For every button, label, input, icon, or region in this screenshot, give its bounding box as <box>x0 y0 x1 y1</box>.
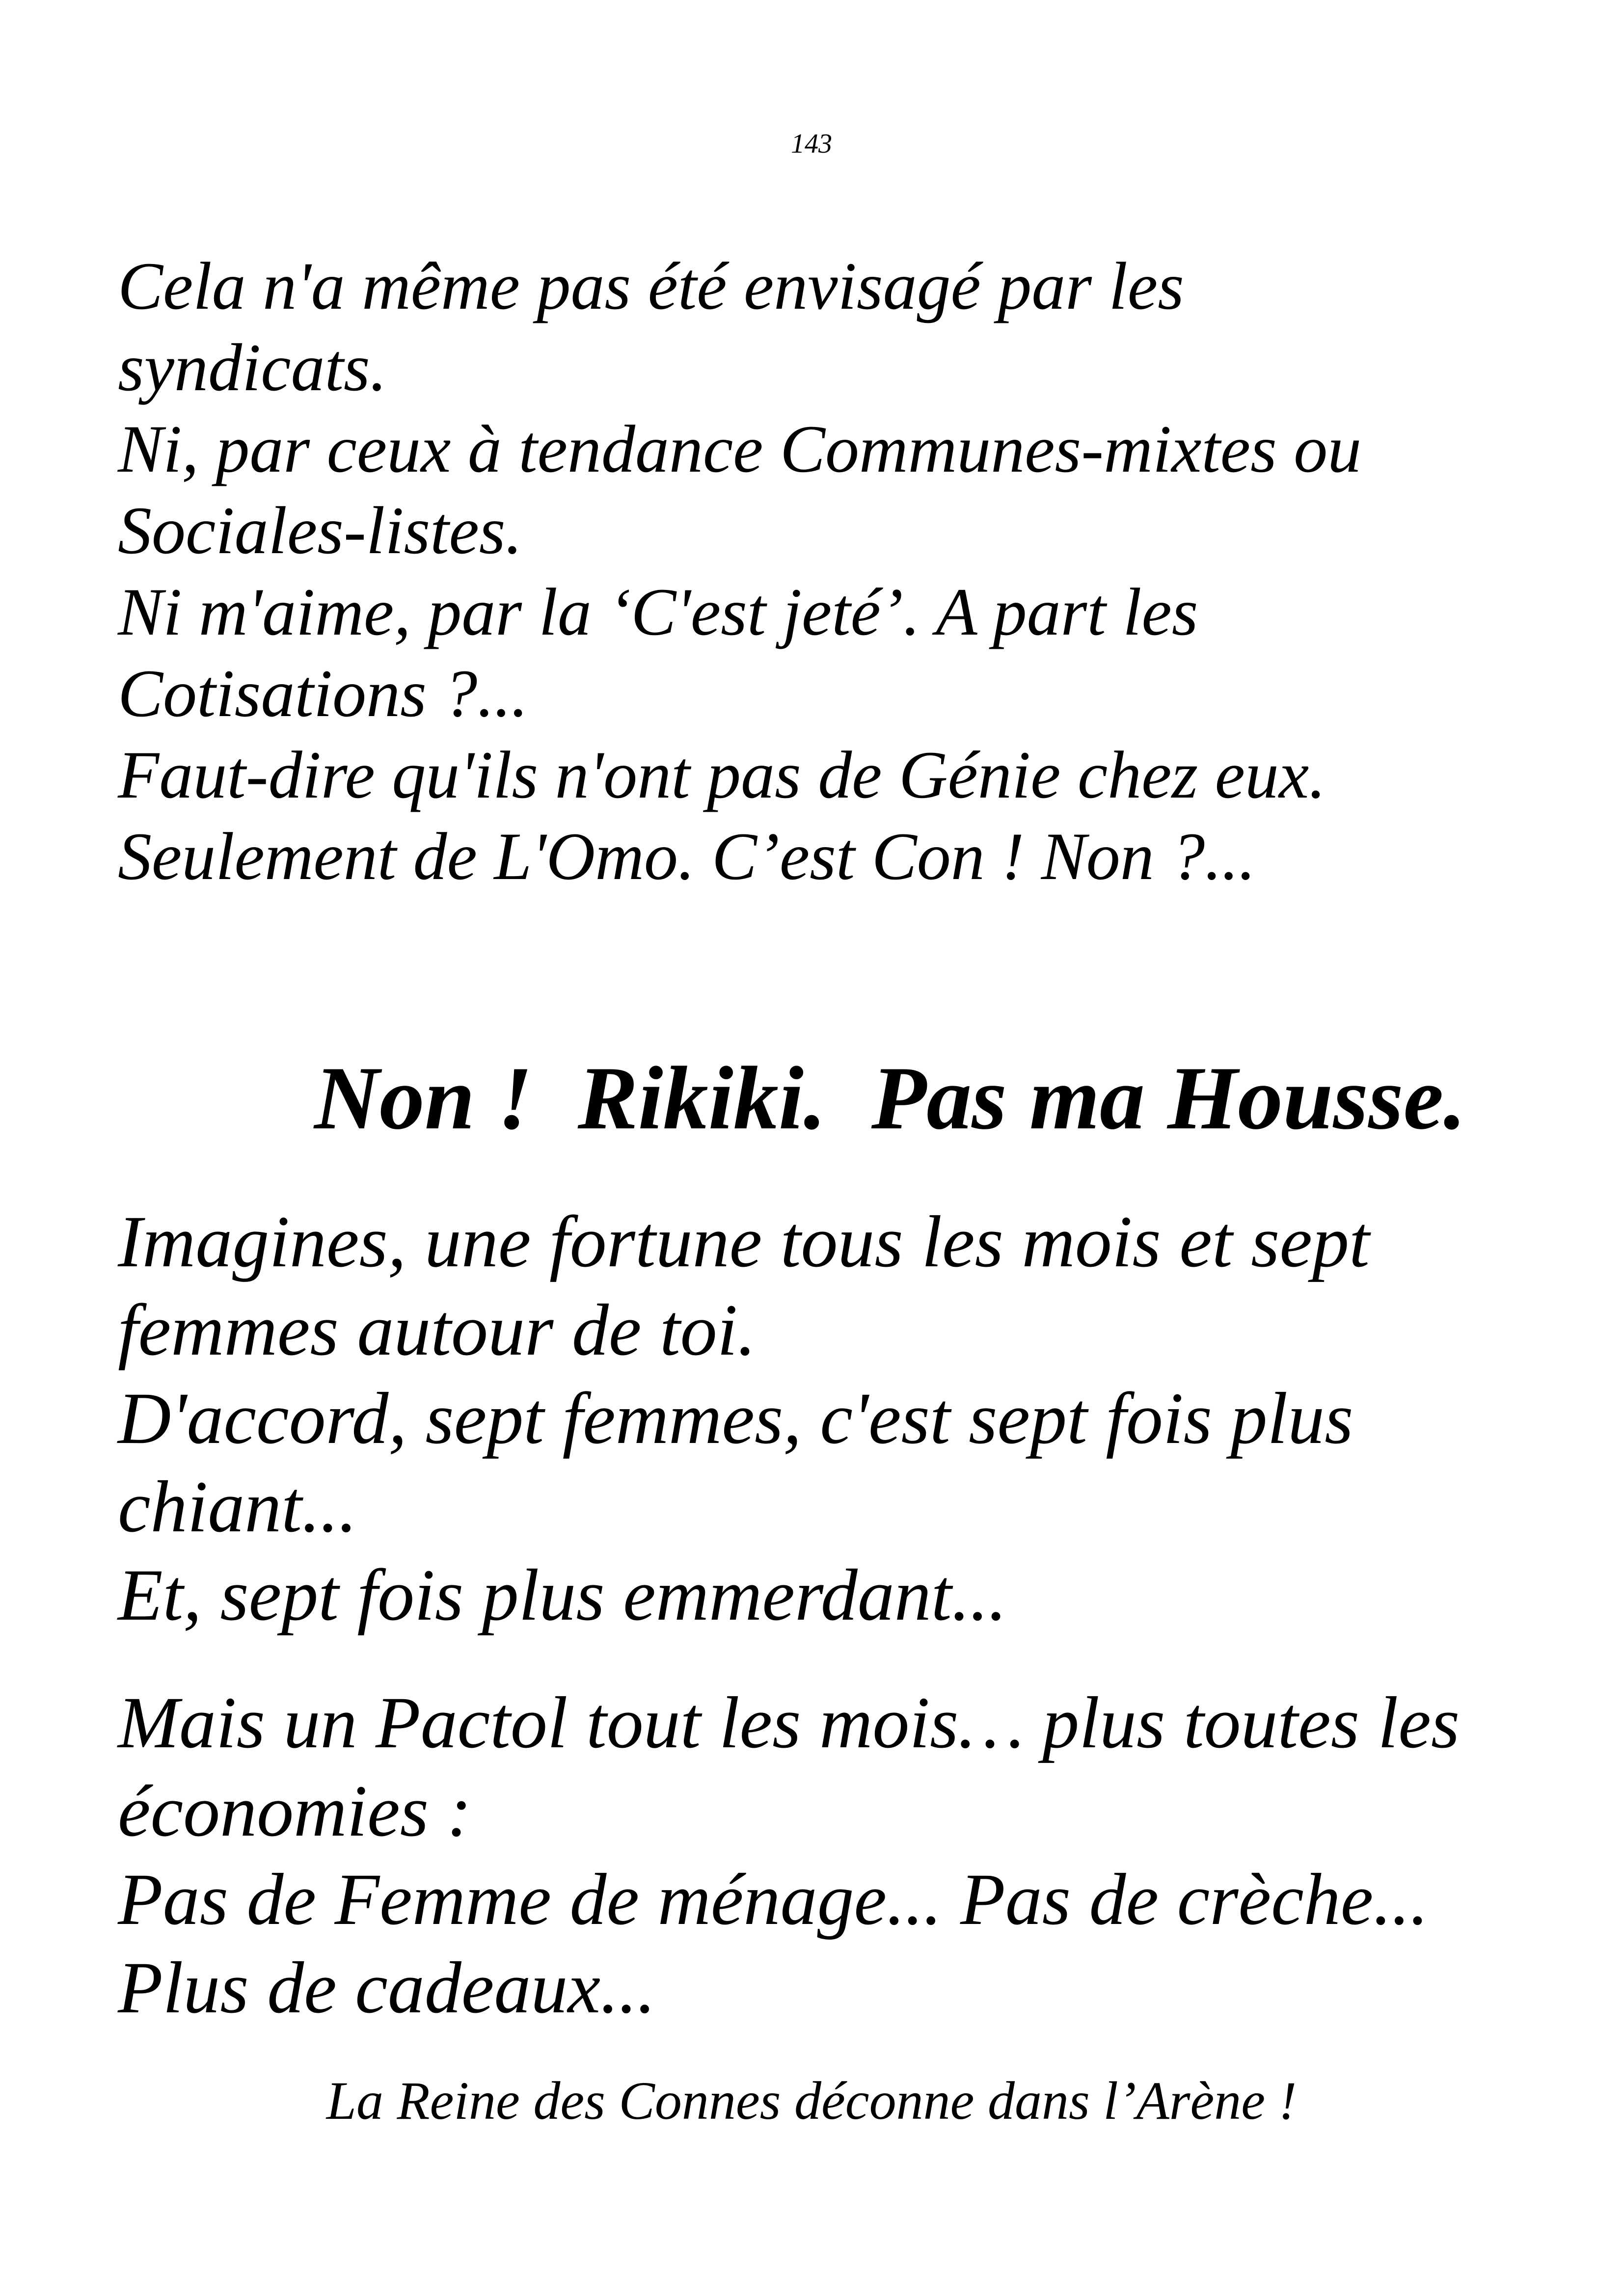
text-line: Cotisations ?... <box>118 656 528 731</box>
text-line: Ni m'aime, par la ‘C'est jeté’. A part les <box>118 574 1198 649</box>
text-line: chiant... <box>118 1466 357 1548</box>
paragraph-3 <box>118 1679 1542 2032</box>
paragraph-2 <box>118 1198 1542 1639</box>
text-line: Sociales-listes. <box>118 493 523 568</box>
text-line: syndicats. <box>118 330 387 405</box>
text-line: Mais un Pactol tout les mois… plus toutes les <box>118 1682 1460 1763</box>
text-line: Et, sept fois plus emmerdant... <box>118 1554 1007 1636</box>
text-line: Plus de cadeaux... <box>118 1947 656 2029</box>
section-heading: Non ! Rikiki. Pas ma Housse. <box>314 1048 1466 1148</box>
text-line: femmes autour de toi. <box>118 1289 756 1371</box>
text-line: Ni, par ceux à tendance Communes-mixtes ou <box>118 411 1362 486</box>
text-line: économies : <box>118 1770 472 1852</box>
text-line: Pas de Femme de ménage... Pas de crèche... <box>118 1859 1429 1940</box>
text-line: D'accord, sept femmes, c'est sept fois plus <box>118 1378 1353 1459</box>
page-footer: La Reine des Connes déconne dans l’Arène ! <box>326 2071 1297 2131</box>
text-line: Faut-dire qu'ils n'ont pas de Génie chez eux. <box>118 737 1326 812</box>
paragraph-1 <box>118 245 1542 897</box>
text-line: Cela n'a même pas été envisagé par les <box>118 248 1184 323</box>
text-line: Seulement de L'Omo. C’est Con ! Non ?... <box>118 819 1256 894</box>
page-number: 143 <box>791 129 832 159</box>
text-line: Imagines, une fortune tous les mois et sept <box>118 1201 1370 1282</box>
